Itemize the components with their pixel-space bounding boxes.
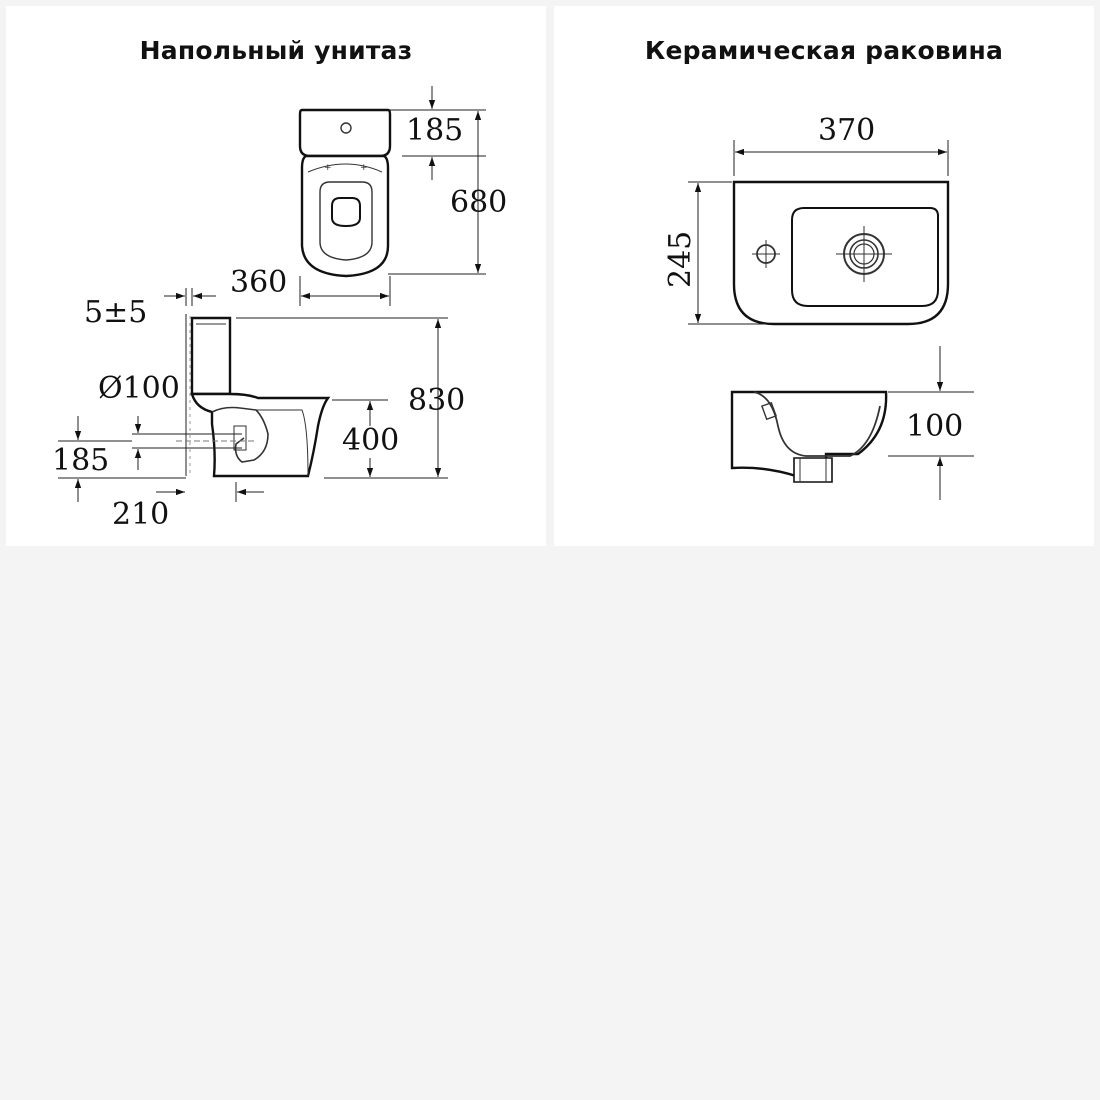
toilet-panel [6, 6, 546, 546]
toilet-title: Напольный унитаз [139, 36, 413, 65]
dim-length-label: 680 [450, 185, 508, 220]
sink-side-view [732, 392, 886, 482]
toilet-top-view [300, 110, 390, 276]
svg-text:+: + [360, 163, 368, 173]
dim-outlet-offset-label: 210 [112, 497, 170, 532]
toilet-drawing [6, 6, 546, 546]
dim-sink-height [888, 346, 974, 500]
sink-top-view [734, 182, 948, 324]
svg-text:+: + [324, 163, 332, 173]
dim-width-label: 360 [230, 265, 288, 300]
dim-seat-height [332, 400, 399, 477]
wall [186, 314, 190, 476]
dim-tank-depth [390, 86, 486, 180]
dim-outlet-diameter-label: Ø100 [98, 371, 180, 406]
dim-sink-height-label: 100 [906, 409, 964, 444]
sink-title: Керамическая раковина [644, 36, 1004, 65]
dim-total-height-label: 830 [408, 383, 466, 418]
dim-sink-width-label: 370 [818, 113, 876, 148]
dim-tank-depth-label: 185 [406, 113, 464, 148]
dim-sink-depth-label: 245 [663, 230, 698, 288]
dim-sink-width [734, 113, 948, 176]
dim-outlet-height [52, 416, 186, 502]
sink-panel [554, 6, 1094, 546]
sink-drawing [554, 6, 1094, 546]
dim-outlet-offset [112, 482, 264, 532]
dim-outlet-height-label: 185 [52, 443, 110, 478]
dim-wall-gap-label: 5±5 [84, 295, 148, 330]
dim-seat-height-label: 400 [342, 423, 400, 458]
toilet-side-view [192, 318, 328, 476]
